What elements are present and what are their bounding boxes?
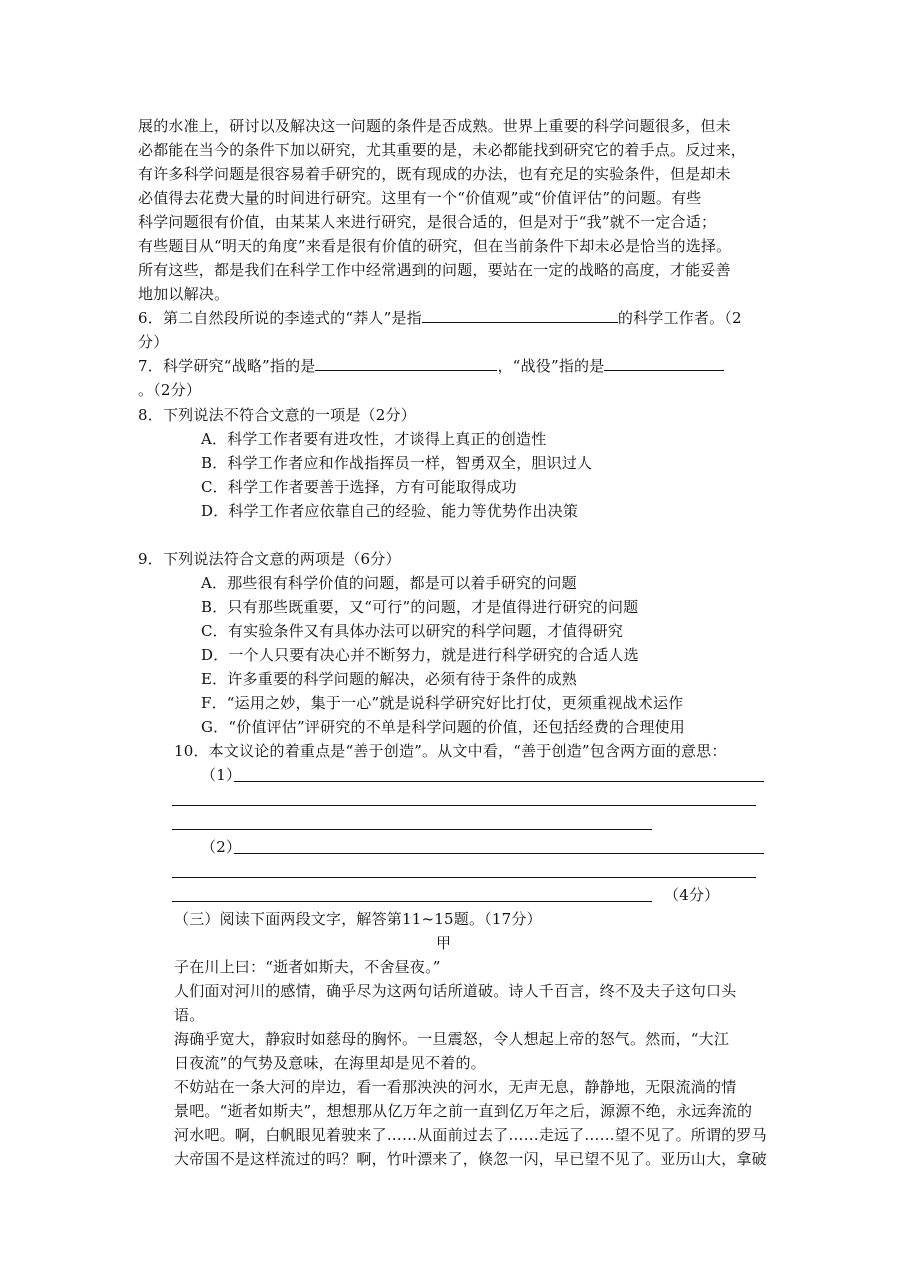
passage-line: 必值得去花费大量的时间进行研究。这里有一个“价值观”或“价值评估”的问题。有些 (138, 189, 702, 207)
answer-line-1a[interactable] (234, 781, 764, 782)
passage-line: 大帝国不是这样流过的吗？啊，竹叶漂来了，倏忽一闪，早已望不见了。亚历山大，拿破 (174, 1150, 767, 1168)
passage-line: 人们面对河川的感情，确乎尽为这两句话所道破。诗人千百言，终不及夫子这句口头 (174, 982, 737, 1000)
answer-label-1: （1） (201, 766, 242, 784)
passage-line: 海确乎宽大，静寂时如慈母的胸怀。一旦震怒，令人想起上帝的怒气。然而，“大江 (174, 1030, 730, 1048)
question-7-continued: 。（2分） (138, 381, 202, 399)
part-label-jia: 甲 (436, 934, 452, 952)
answer-line-2c[interactable] (172, 901, 652, 902)
passage-line: 必都能在当今的条件下加以研究，尤其重要的是，未必都能找到研究它的着手点。反过来， (138, 141, 747, 159)
passage-line: 子在川上曰：“逝者如斯夫，不舍昼夜。” (174, 958, 441, 976)
question-8-option: A．科学工作者要有进攻性，才谈得上真正的创造性 (201, 430, 547, 448)
question-6-continued: 分） (138, 333, 169, 351)
answer-blank-q7-campaign[interactable] (604, 354, 724, 371)
answer-line-2b[interactable] (172, 877, 756, 878)
question-9-option: C．有实验条件又有具体办法可以研究的科学问题，才值得研究 (201, 622, 624, 640)
passage-line: 科学问题很有价值，由某某人来进行研究，是很合适的，但是对于“我”就不一定合适； (138, 213, 717, 231)
answer-label-2: （2） (201, 838, 242, 856)
question-6 (138, 306, 742, 330)
question-9-option: G．“价值评估”评研究的不单是科学问题的价值，还包括经费的合理使用 (201, 718, 685, 736)
question-7-text: 7．科学研究“战略”指的是 (138, 357, 316, 375)
question-9-option: E．许多重要的科学问题的解决，必须有待于条件的成熟 (201, 670, 577, 688)
question-8-option: B．科学工作者应和作战指挥员一样，智勇双全，胆识过人 (201, 454, 593, 472)
question-6-text: 6．第二自然段所说的李逵式的“莽人”是指 (138, 309, 422, 327)
answer-blank-q7-strategy[interactable] (315, 354, 497, 371)
passage-line: 地加以解决。 (138, 285, 230, 303)
passage-line: 日夜流”的气势及意味，在海里却是见不着的。 (174, 1054, 486, 1072)
passage-line: 有些题目从“明天的角度”来看是很有价值的研究，但在当前条件下却未必是恰当的选择。 (138, 237, 732, 255)
question-8-option: C．科学工作者要善于选择，方有可能取得成功 (201, 478, 517, 496)
passage-line: 景吧。“逝者如斯夫”，想想那从亿万年之前一直到亿万年之后，源源不绝，永远奔流的 (174, 1102, 753, 1120)
passage-line: 河水吧。啊，白帆眼见着驶来了……从面前过去了……走远了……望不见了。所谓的罗马 (174, 1126, 767, 1144)
section-3-heading: （三）阅读下面两段文字，解答第11~15题。（17分） (174, 910, 542, 928)
question-8-stem: 8．下列说法不符合文意的一项是（2分） (138, 406, 416, 424)
question-9-option: B．只有那些既重要，又“可行”的问题，才是值得进行研究的问题 (201, 598, 639, 616)
answer-blank-q6[interactable] (422, 306, 618, 323)
passage-line: 语。 (174, 1006, 205, 1024)
answer-line-1b[interactable] (172, 805, 756, 806)
passage-line: 展的水准上，研讨以及解决这一问题的条件是否成熟。世界上重要的科学问题很多，但未 (138, 117, 731, 135)
question-10-score: （4分） (664, 886, 720, 904)
question-9-option: F．“运用之妙，集于一心”就是说科学研究好比打仗，更须重视战术运作 (201, 694, 684, 712)
passage-line: 所有这些，都是我们在科学工作中经常遇到的问题，要站在一定的战略的高度，才能妥善 (138, 261, 731, 279)
question-10-stem: 10．本文议论的着重点是“善于创造”。从文中看，“善于创造”包含两方面的意思： (174, 742, 727, 760)
question-9-option: A．那些很有科学价值的问题，都是可以着手研究的问题 (201, 574, 577, 592)
question-7-text-middle: ，“战役”指的是 (497, 357, 605, 375)
question-9-option: D．一个人只要有决心并不断努力，就是进行科学研究的合适人选 (201, 646, 639, 664)
answer-line-1c[interactable] (172, 829, 652, 830)
question-6-text-after: 的科学工作者。（2 (617, 309, 742, 327)
question-9-stem: 9．下列说法符合文意的两项是（6分） (138, 550, 401, 568)
question-8-option: D．科学工作者应依靠自己的经验、能力等优势作出决策 (201, 502, 579, 520)
answer-line-2a[interactable] (234, 853, 764, 854)
passage-line: 有许多科学问题是很容易着手研究的，既有现成的办法，也有充足的实验条件，但是却未 (138, 165, 731, 183)
question-7 (138, 354, 724, 378)
passage-line: 不妨站在一条大河的岸边，看一看那泱泱的河水，无声无息，静静地，无限流淌的情 (174, 1078, 737, 1096)
